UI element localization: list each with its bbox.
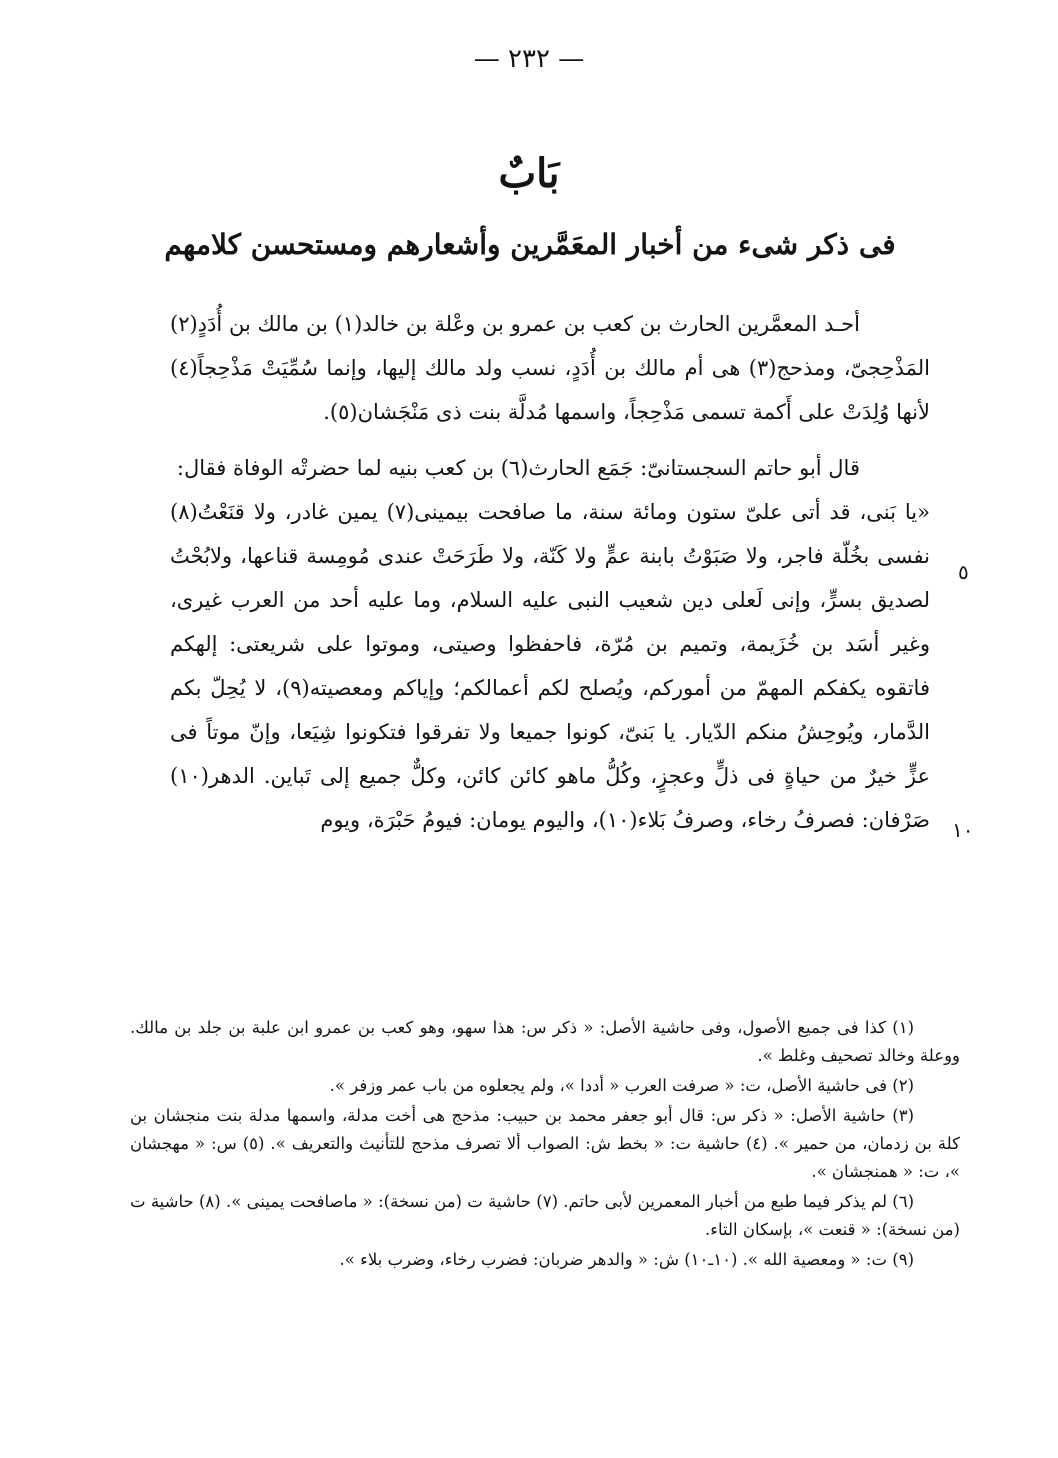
chapter-subtitle: فى ذكر شىء من أخبار المعَمَّرين وأشعارهم ومستحسن كلامهم <box>164 228 896 261</box>
paragraph-quote-lead: قال أبو حاتم السجستانىّ: جَمَع الحارث(٦) بن كعب بنيه لما حضرتْه الوفاة فقال: <box>176 456 860 480</box>
footnote-9-10: (٩) ت: « ومعصية الله ». (١٠ـ١٠) ش: « والدهر ضربان: فضرب رخاء، وضرب بلاء ». <box>339 1250 914 1269</box>
paragraph-intro: أحـد المعمَّرين الحارث بن كعب بن عمرو بن وعْلة بن خالد(١) بن مالك بن أُدَدٍ(٢) المَذْحِجىّ، ومذحج(٣) هى أم مالك بن أُدَدٍ، نسب ولد مالك إليها، وإنما سُمِّيَتْ مَذْحِجاً(٤) لأنها وُلِدَتْ على أَكمة تسمى مَذْحِجاً، واسمها مُدلَّة بنت ذى مَنْجَشان(٥). <box>170 312 930 424</box>
footnote-1: (١) كذا فى جميع الأصول، وفى حاشية الأصل: « ذكر س: هذا سهو، وهو كعب بن عمرو ابن علبة بن جلد بن مالك. ووعلة وخالد تصحيف وغلط ». <box>130 1018 960 1065</box>
paragraph-will: «يا بَنى، قد أتى علىّ ستون ومائة سنة، ما صافحت بيمينى(٧) يمين غادر، ولا قنَعْتُ(٨) نفسى بخُلّة فاجر، ولا صَبَوْتُ بابنة عمٍّ ولا كَنّة، ولا طَرَحَتْ عندى مُومِسة قناعها، ولابُحْتُ لصديق بسرٍّ، وإنى لَعلى دين شعيب النبى عليه السلام، وما عليه أحد من العرب غيرى، وغير أسَد بن خُزَيمة، وتميم بن مُرّة، فاحفظوا وصيتى، وموتوا على شريعتى: إلهكم فاتقوه يكفكم المهمّ من أموركم، ويُصلح لكم أعمالكم؛ وإياكم ومعصيته(٩)، لا يُحِلّ بكم الدَّمار، ويُوحِشُ منكم الدّيار. يا بَنىّ، كونوا جميعا ولا تفرقوا فتكونوا شِيَعا، وإنّ موتاً فى عزٍّ خيرٌ من حياةٍ فى ذلٍّ وعجزٍ، وكُلُّ ماهو كائن كائن، وكلٌّ جميع إلى تَباين. الدهر(١٠) صَرْفان: فصرفُ رخاء، وصرفُ بَلاء(١٠)، واليوم يومان: فيومُ حَبْرَة، ويوم <box>170 500 930 832</box>
line-number-10: ١٠ <box>952 818 974 842</box>
footnote-3-5: (٣) حاشية الأصل: « ذكر س: قال أبو جعفر محمد بن حبيب: مذحج هى أخت مدلة، واسمها مدلة بنت منجشان بن كلة بن زدمان، من حمير ». (٤) حاشية ت: « بخط ش: الصواب ألا تصرف مذحج للتأنيث والتعريف ». (٥) س: « مهجشان »، ت: « همنجشان ». <box>130 1106 960 1181</box>
footnote-6-8: (٦) لم يذكر فيما طبع من أخبار المعمرين لأبى حاتم. (٧) حاشية ت (من نسخة): « ماصافحت يمينى ». (٨) حاشية ت (من نسخة): « قنعت »، بإسكان التاء. <box>130 1192 960 1239</box>
footnote-divider <box>130 1000 960 1001</box>
page-number: — ٢٣٢ — <box>473 44 585 74</box>
chapter-title: بَابٌ <box>498 150 560 197</box>
footnote-2: (٢) فى حاشية الأصل، ت: « صرفت العرب « أددا »، ولم يجعلوه من باب عمر وزفر ». <box>329 1076 914 1095</box>
main-text <box>170 302 930 842</box>
line-number-5: ٥ <box>958 560 969 584</box>
footnotes <box>130 1014 960 1276</box>
